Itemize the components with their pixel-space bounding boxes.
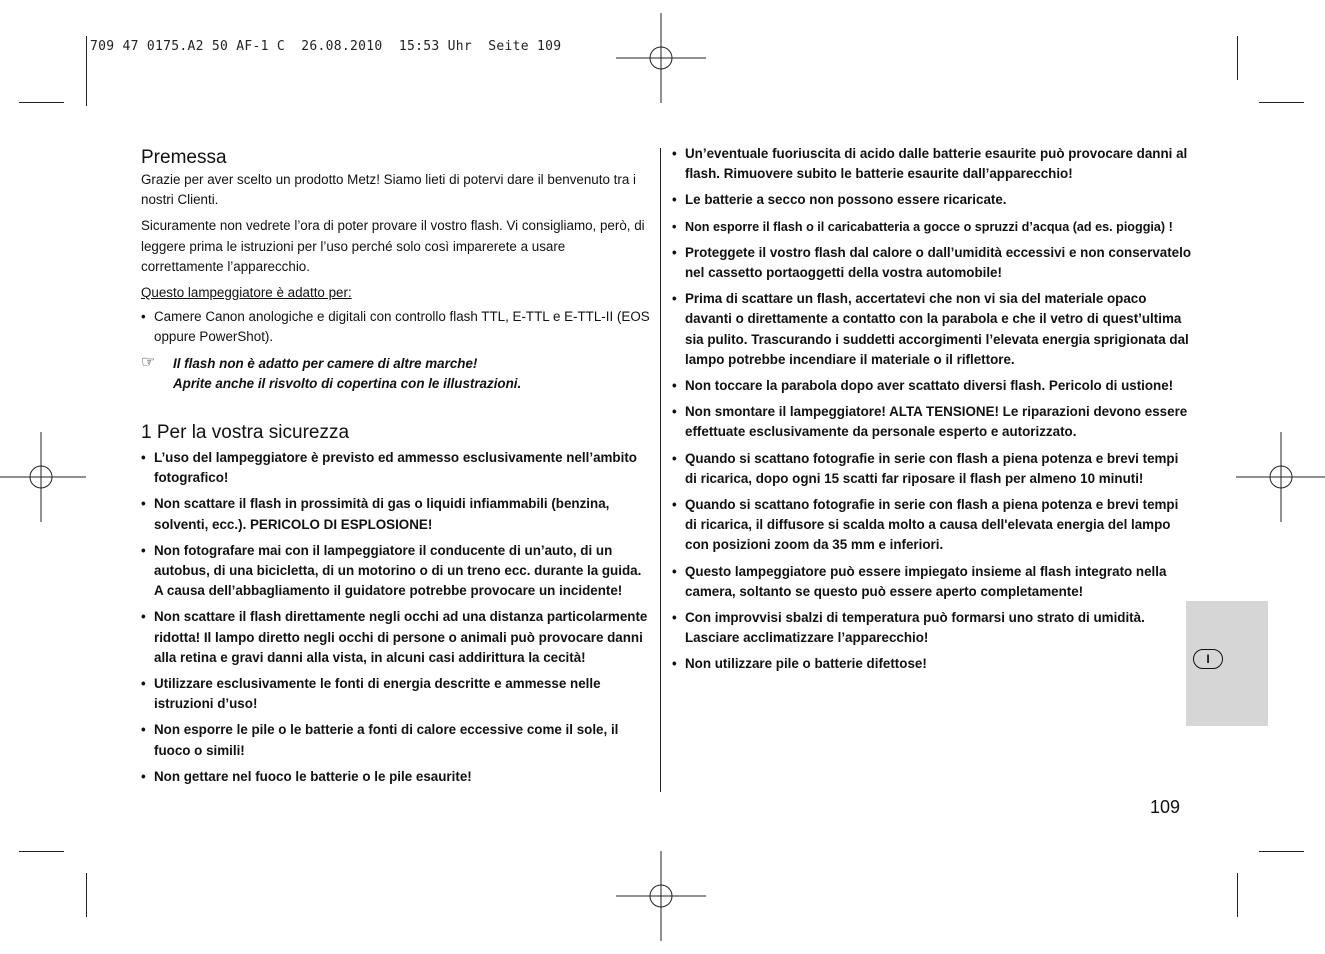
crop-mark [1237,873,1238,917]
list-item: • Prima di scattare un flash, accertatevi che non vi sia del materiale opaco davanti o direttamente a contatto con la parabola e che il vetro di quest’ultima sia pulito. Trascurando i suddetti accorgimenti l’elevata energia sprigionata dal lampo potrebbe incendiare il materiale o il riflettore. [672,291,1189,367]
note [141,354,651,394]
crop-mark [86,873,87,917]
list-item: • Non smontare il lampeggiatore! ALTA TENSIONE! Le riparazioni devono essere effettuate esclusivamente da personale esperto e autorizzato. [672,404,1188,440]
list-item: • Non scattare il flash in prossimità di gas o liquidi infiammabili (benzina, solventi, ecc.). PERICOLO DI ESPLOSIONE! [141,496,610,532]
bullet-icon: • [141,450,146,466]
bullet-icon: • [672,656,677,672]
registration-mark-icon [616,851,706,941]
list-item: • Non toccare la parabola dopo aver scattato diversi flash. Pericolo di ustione! [672,376,1192,396]
bullet-icon: • [141,542,146,558]
page-number: 109 [1150,797,1181,817]
list-item: • Proteggete il vostro flash dal calore o dall’umidità eccessivi e non conservatelo nel cassetto portaoggetti della vostra automobile! [672,244,1192,281]
crop-mark [1259,851,1304,852]
list-item: • Questo lampeggiatore può essere impiegato insieme al flash integrato nella camera, soltanto se questo può essere aperto completamente! [672,563,1167,599]
safety-list-left [141,448,651,787]
list-item: • Utilizzare esclusivamente le fonti di energia descritte e ammesse nelle istruzioni d’uso! [141,676,601,712]
bullet-icon: • [672,563,677,579]
bullet-icon: • [672,219,677,234]
pointing-hand-icon: ☞ [141,353,156,371]
bullet-icon: • [141,722,146,738]
safety-list-right [672,144,1192,675]
registration-mark-icon [616,13,706,103]
bullet-icon: • [672,146,677,161]
list-item: • Le batterie a secco non possono essere ricaricate. [672,190,1192,210]
list-item: • Non utilizzare pile o batterie difettose! [672,654,1192,674]
language-badge: I [1193,649,1223,669]
crop-mark [1259,102,1304,103]
note-line: Aprite anche il risvolto di copertina con le illustrazioni. [173,375,522,391]
suitable-label: Questo lampeggiatore è adatto per: [141,285,352,301]
premessa-paragraph: Sicuramente non vedrete l’ora di poter provare il vostro flash. Vi consigliamo, però, di leggere prima le istruzioni per l’uso perché solo così imparerete a usare correttamente l’apparecchio. [141,218,645,274]
bullet-icon: • [672,244,677,260]
list-item: • Quando si scattano fotografie in serie con flash a piena potenza e brevi tempi di ricarica, dopo ogni 15 scatti far riposare il flash per almeno 10 minuti! [672,450,1179,486]
premessa-paragraph: Grazie per aver scelto un prodotto Metz! Siamo lieti di potervi dare il benvenuto tra i nostri Clienti. [141,172,636,208]
bullet-icon: • [672,192,677,208]
crop-mark [1237,36,1238,80]
right-column [672,144,1192,681]
list-item: • Quando si scattano fotografie in serie con flash a piena potenza e brevi tempi di ricarica, il diffusore si scalda molto a causa dell'elevata energia del lampo con posizioni zoom da 35 mm e inferiori. [672,497,1179,553]
list-item: • Non esporre il flash o il caricabatteria a gocce o spruzzi d’acqua (ad es. pioggia) ! [672,217,1192,237]
crop-mark [86,36,87,106]
bullet-icon: • [141,609,146,625]
section-title: 1 Per la vostra sicurezza [141,422,350,444]
list-item: • L’uso del lampeggiatore è previsto ed ammesso esclusivamente nell’ambito fotografico! [141,450,637,486]
column-divider [660,148,661,792]
bullet-icon: • [672,291,677,307]
registration-mark-icon [1236,432,1325,522]
note-line: Il flash non è adatto per camere di altre marche! [173,355,478,371]
bullet-icon: • [672,378,677,394]
bullet-icon: • [141,676,146,692]
left-column [141,146,651,793]
bullet-icon: • [141,768,146,784]
bullet-icon: • [141,309,146,325]
list-item: • Camere Canon anologiche e digitali con controllo flash TTL, E-TTL e E-TTL-II (EOS oppure PowerShot). [141,309,650,345]
premessa-title: Premessa [141,147,227,168]
suitable-list [141,307,651,347]
bullet-icon: • [672,610,677,626]
list-item: • Non esporre le pile o le batterie a fonti di calore eccessive come il sole, il fuoco o simili! [141,722,619,758]
bullet-icon: • [672,497,677,513]
crop-mark [19,102,64,103]
list-item: • Non gettare nel fuoco le batterie o le pile esaurite! [141,767,651,787]
bullet-icon: • [672,450,677,466]
list-item: • Un’eventuale fuoriuscita di acido dalle batterie esaurite può provocare danni al flash. Rimuovere subito le batterie esaurite dall’apparecchio! [672,146,1188,182]
crop-mark [19,851,64,852]
list-item: • Con improvvisi sbalzi di temperatura può formarsi uno strato di umidità. Lasciare acclimatizzare l’apparecchio! [672,610,1145,646]
list-item: • Non scattare il flash direttamente negli occhi ad una distanza particolarmente ridotta! Il lampo diretto negli occhi di persone o animali può provocare danni alla retina e gravi danni alla vista, in alcuni casi addirittura la cecità! [141,609,648,665]
print-header: 709 47 0175.A2 50 AF-1 C 26.08.2010 15:53 Uhr Seite 109 [90,39,562,54]
language-tab [1186,601,1268,726]
registration-mark-icon [0,432,86,522]
list-item: • Non fotografare mai con il lampeggiatore il conducente di un’auto, di un autobus, di una bicicletta, di un motorino o di un treno ecc. durante la guida. A causa dell’abbagliamento il guidatore potrebbe provocare un incidente! [141,542,642,599]
bullet-icon: • [672,404,677,420]
bullet-icon: • [141,496,146,512]
